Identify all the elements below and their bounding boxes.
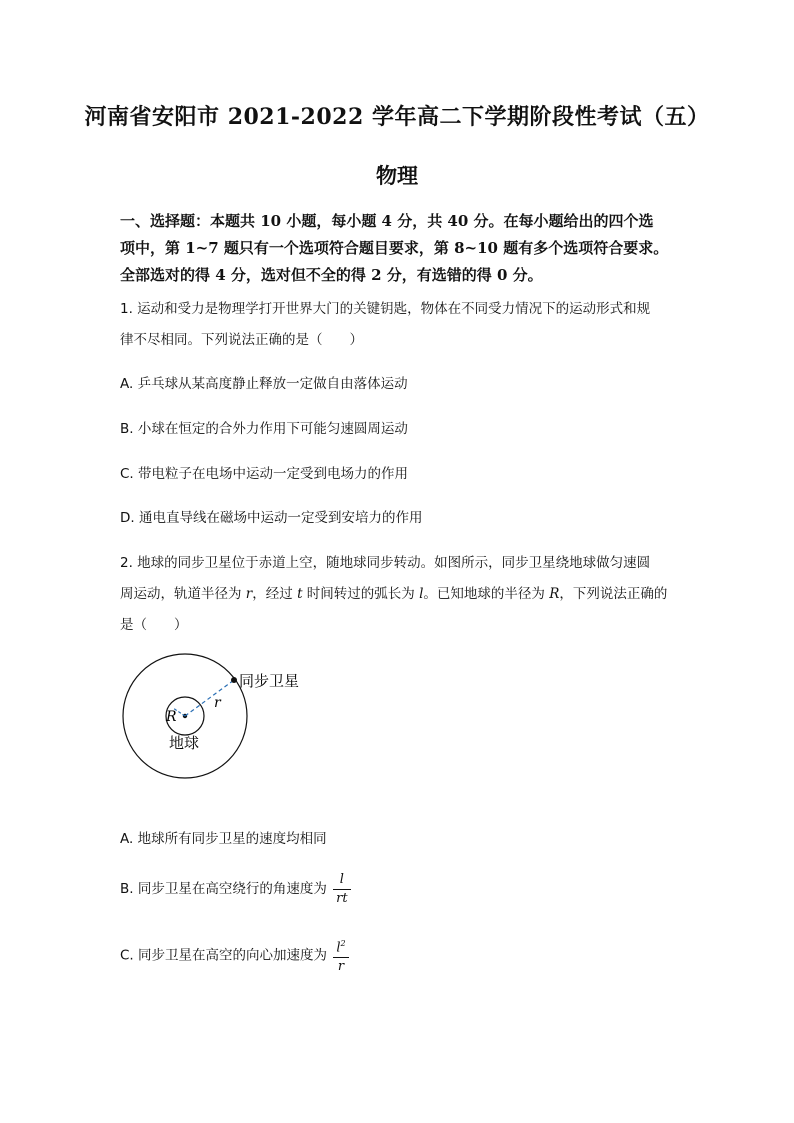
- question-2-line-1: 2. 地球的同步卫星位于赤道上空，随地球同步转动。如图所示，同步卫星绕地球做匀速圆: [120, 555, 651, 571]
- question-2-option-a: A. 地球所有同步卫星的速度均相同: [120, 831, 327, 847]
- acceleration-fraction: [333, 936, 348, 975]
- angular-velocity-fraction: [333, 872, 350, 907]
- section-line-1: 一、选择题：本题共 10 小题，每小题 4 分，共 40 分。在每小题给出的四个选: [120, 212, 654, 230]
- question-1-option-a: A. 乒乓球从某高度静止释放一定做自由落体运动: [120, 376, 408, 392]
- question-2-option-b: [120, 870, 351, 908]
- q2-text-d: 。已知地球的半径为: [423, 586, 550, 602]
- satellite-label: 同步卫星: [239, 672, 300, 690]
- q2-text-b: ，经过: [252, 586, 298, 602]
- orbit-radius-label: r: [214, 695, 221, 711]
- time-symbol: t: [297, 586, 303, 602]
- fraction-denominator: rt: [336, 890, 348, 906]
- question-1-line-2: 律不尽相同。下列说法正确的是（ ）: [120, 332, 363, 348]
- exam-title: 河南省安阳市 2021-2022 学年高二下学期阶段性考试（五）: [84, 104, 710, 130]
- question-1-line-1: 1. 运动和受力是物理学打开世界大门的关键钥匙，物体在不同受力情况下的运动形式和规: [120, 301, 651, 317]
- fraction-denominator: r: [337, 959, 345, 975]
- question-2-stem: [120, 548, 680, 641]
- q2-text-e: ，下列说法正确的: [559, 586, 668, 602]
- numerator-base: l: [336, 940, 341, 956]
- option-b-text: B. 同步卫星在高空绕行的角速度为: [120, 881, 327, 897]
- question-1-stem: [120, 294, 680, 356]
- orbit-radius-symbol: r: [245, 586, 253, 602]
- option-c-text: C. 同步卫星在高空的向心加速度为: [120, 947, 328, 964]
- fraction-numerator: [333, 936, 348, 958]
- q2-text-c: 时间转过的弧长为: [302, 586, 420, 602]
- arc-length-symbol: l: [419, 586, 424, 602]
- q2-text-a: 周运动，轨道半径为: [120, 586, 246, 602]
- section-line-3: 全部选对的得 4 分，选对但不全的得 2 分，有选错的得 0 分。: [120, 266, 543, 284]
- fraction-numerator: l: [333, 872, 350, 890]
- question-1-option-b: B. 小球在恒定的合外力作用下可能匀速圆周运动: [120, 421, 408, 437]
- orbit-diagram: [110, 650, 330, 800]
- earth-radius-label: R: [166, 709, 177, 725]
- earth-radius-symbol: R: [549, 586, 560, 602]
- section-line-2: 项中，第 1~7 题只有一个选项符合题目要求，第 8~10 题有多个选项符合要求。: [120, 239, 669, 257]
- question-2-line-2: [120, 579, 680, 610]
- question-2-line-3: 是（ ）: [120, 617, 188, 633]
- question-1-option-c: C. 带电粒子在电场中运动一定受到电场力的作用: [120, 466, 409, 482]
- question-1-option-d: D. 通电直导线在磁场中运动一定受到安培力的作用: [120, 510, 423, 526]
- section-instructions: [120, 208, 680, 289]
- subject-title: 物理: [376, 163, 418, 188]
- earth-label: 地球: [169, 734, 200, 752]
- question-2-option-c: [120, 936, 349, 975]
- numerator-exponent: 2: [340, 939, 346, 948]
- satellite-dot: [231, 677, 237, 683]
